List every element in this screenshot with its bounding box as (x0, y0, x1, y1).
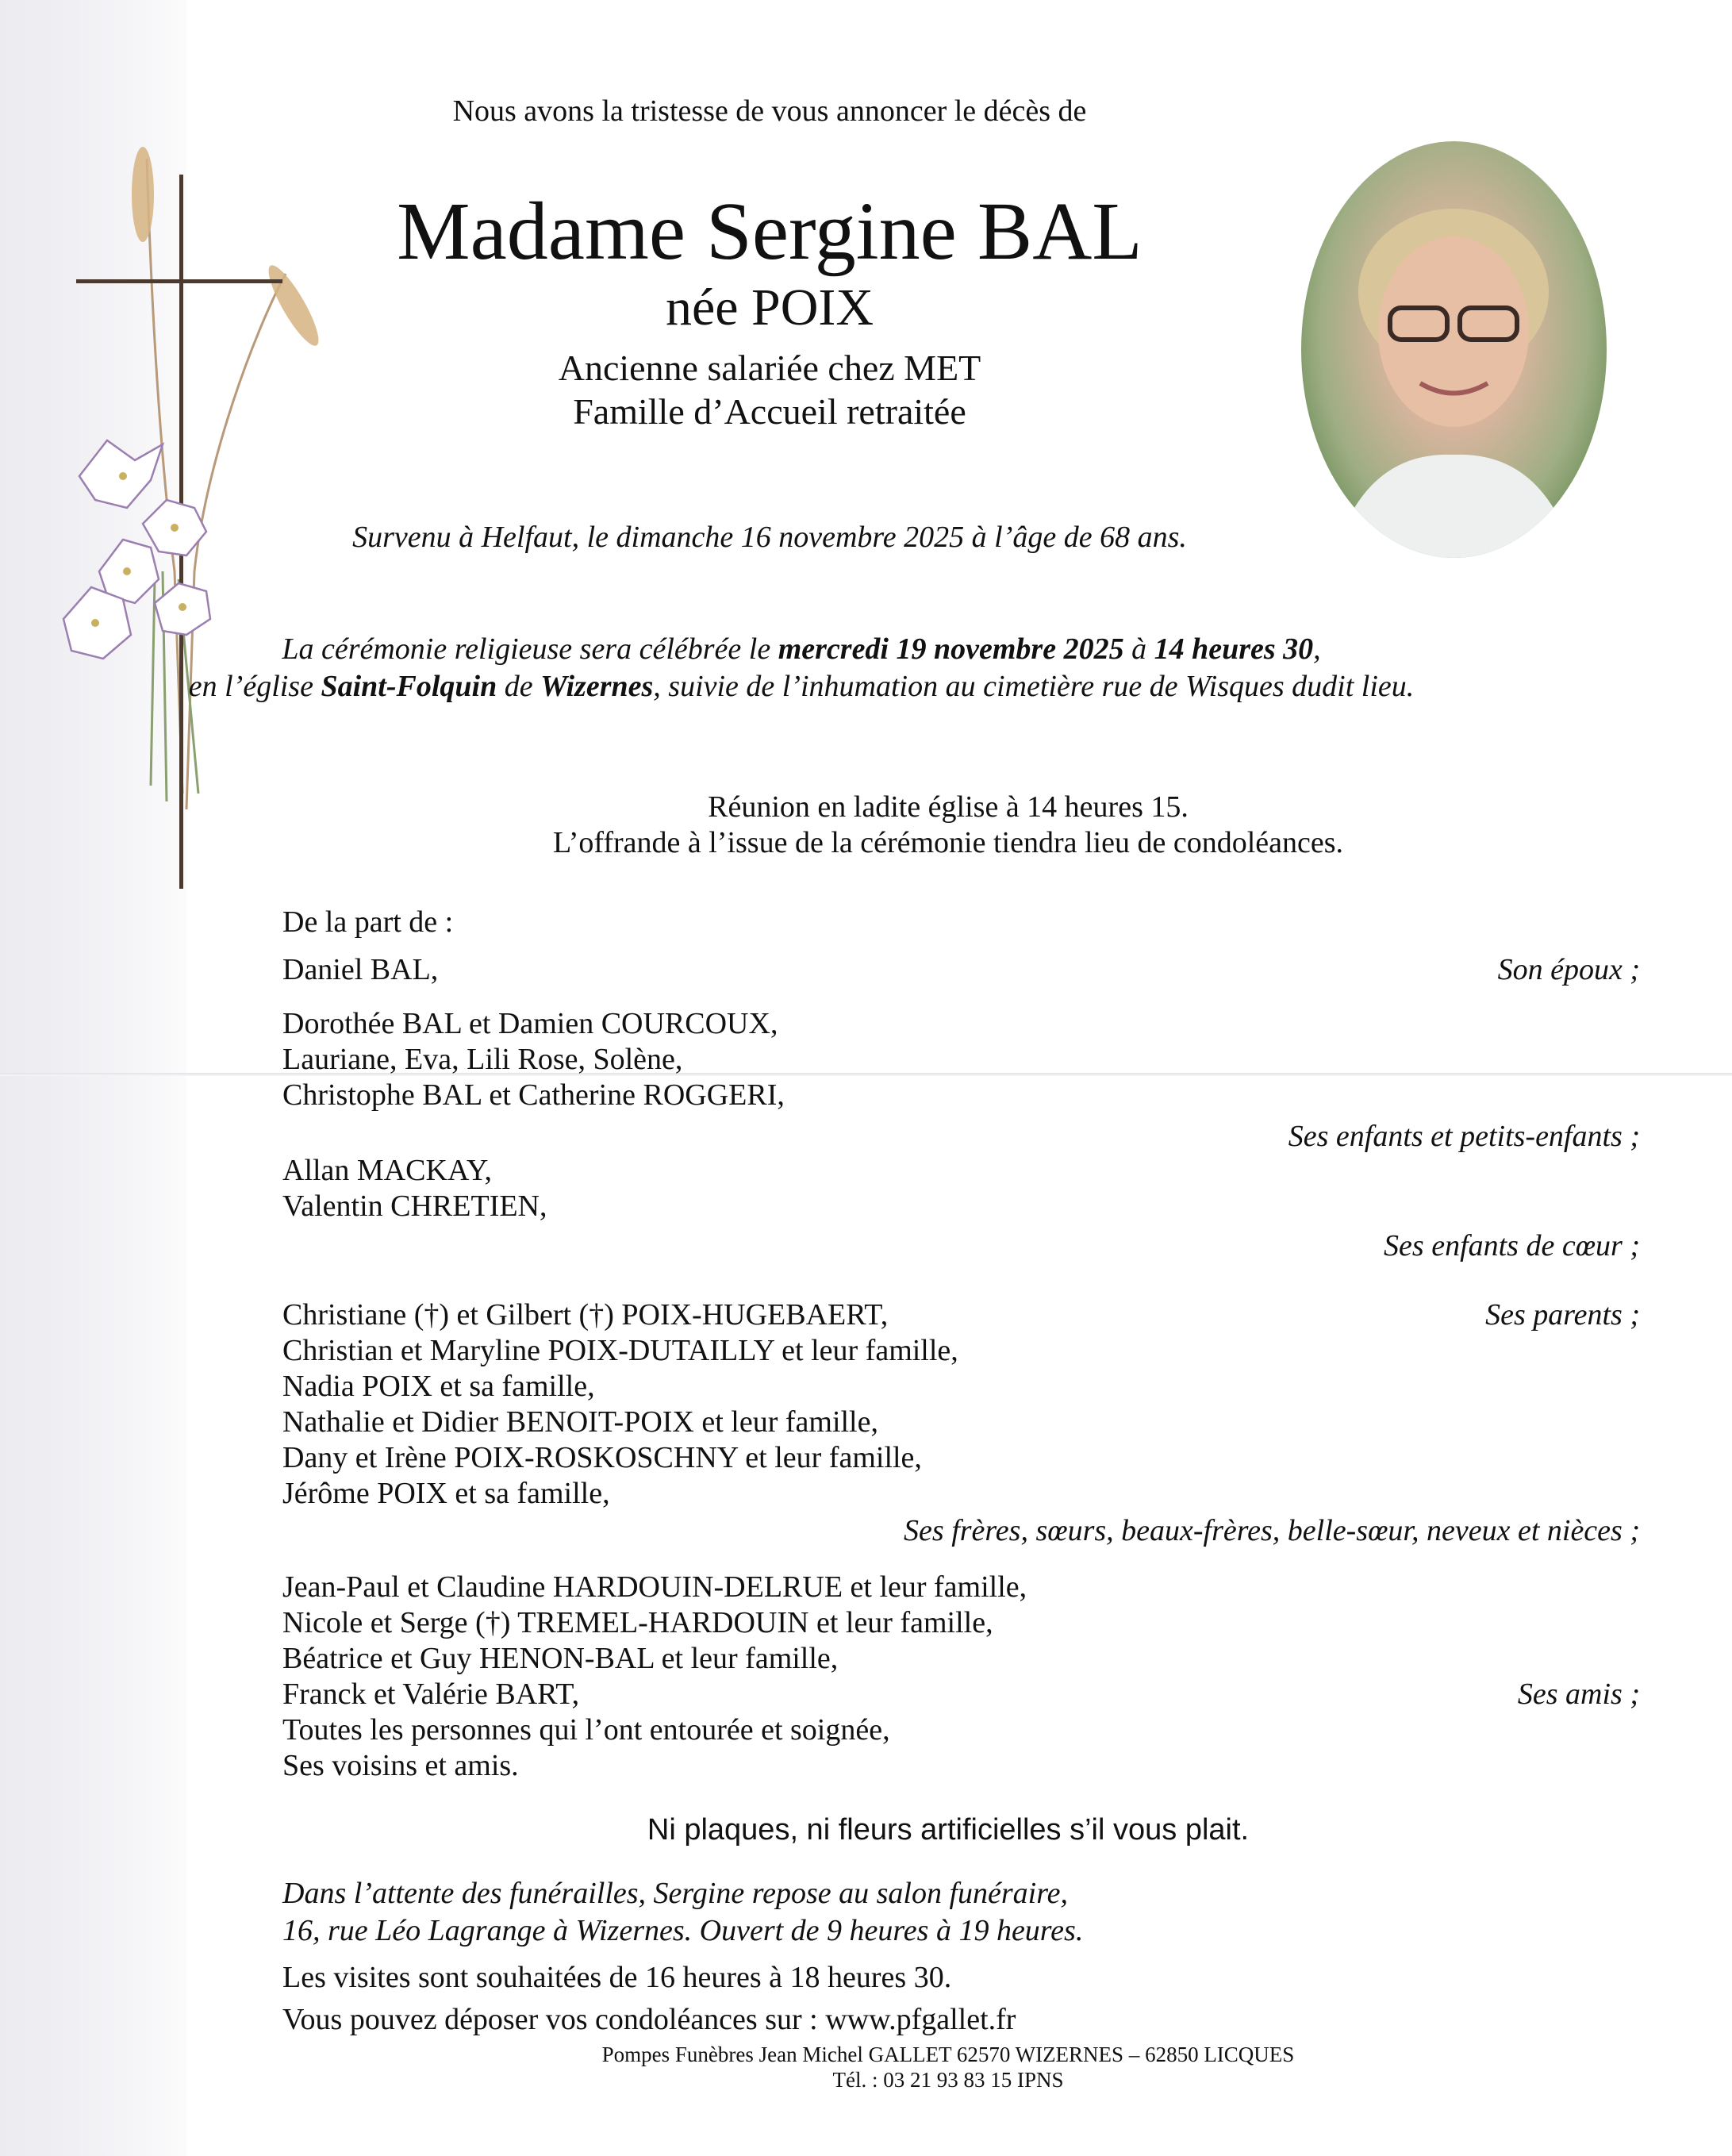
death-notice: Survenu à Helfaut, le dimanche 16 novembre 2025 à l’âge de 68 ans. (352, 521, 1187, 554)
reunion-line-1: Réunion en ladite église à 14 heures 15. (708, 790, 1189, 824)
reunion-info (0, 790, 1732, 861)
list-item: Allan MACKAY, (282, 1154, 492, 1187)
salon-line-1: Dans l’attente des funérailles, Sergine repose au salon funéraire, (282, 1877, 1068, 1910)
ceremony-info (0, 631, 1603, 705)
salon-info (282, 1875, 1083, 1950)
footer-line-2: Tél. : 03 21 93 83 15 IPNS (832, 2068, 1064, 2092)
parents-name: Christiane (†) et Gilbert (†) POIX-HUGEBAERT, (282, 1298, 889, 1332)
list-item: Franck et Valérie BART, (282, 1678, 580, 1711)
ceremony-town: Wizernes (540, 670, 654, 703)
list-item: Valentin CHRETIEN, (282, 1189, 547, 1223)
list-item: Dany et Irène POIX-ROSKOSCHNY et leur famille, (282, 1441, 922, 1474)
ceremony-line-1 (0, 631, 1603, 668)
birth-name: née POIX (665, 279, 874, 336)
ceremony-line-2 (0, 668, 1603, 705)
list-item: Christian et Maryline POIX-DUTAILLY et leur famille, (282, 1334, 958, 1367)
list-item: Béatrice et Guy HENON-BAL et leur famille, (282, 1642, 839, 1675)
list-item: Nathalie et Didier BENOIT-POIX et leur famille, (282, 1405, 878, 1439)
friends-role: Ses amis ; (1517, 1678, 1640, 1711)
ceremony-text: La cérémonie religieuse sera célébrée le (282, 632, 778, 666)
siblings-role: Ses frères, sœurs, beaux-frères, belle-sœur, neveux et nièces ; (904, 1514, 1640, 1547)
occupation (0, 346, 1539, 433)
ceremony-text: à (1123, 632, 1154, 666)
ceremony-text: , suivie de l’inhumation au cimetière rue de Wisques dudit lieu. (653, 670, 1415, 703)
heart-children-list (282, 1153, 547, 1224)
siblings-list (282, 1333, 958, 1512)
list-item: Lauriane, Eva, Lili Rose, Solène, (282, 1043, 683, 1076)
occupation-line-2: Famille d’Accueil retraitée (573, 391, 966, 432)
children-role: Ses enfants et petits-enfants ; (1288, 1120, 1640, 1153)
intro-text: Nous avons la tristesse de vous annoncer le décès de (452, 94, 1087, 128)
list-item: Ses voisins et amis. (282, 1749, 519, 1782)
spouse-role: Son époux ; (1497, 953, 1640, 986)
condolences-info: Vous pouvez déposer vos condoléances sur : www.pfgallet.fr (282, 2003, 1016, 2036)
children-list (282, 1006, 785, 1113)
family-intro: De la part de : (282, 905, 454, 939)
parents-role: Ses parents ; (1485, 1298, 1640, 1332)
list-item: Jean-Paul et Claudine HARDOUIN-DELRUE et leur famille, (282, 1570, 1027, 1604)
paper-fold-line (0, 1073, 1732, 1076)
deceased-name: Madame Sergine BAL (397, 186, 1143, 277)
reunion-line-2: L’offrande à l’issue de la cérémonie tiendra lieu de condoléances. (552, 826, 1343, 859)
ceremony-text: , (1313, 632, 1321, 666)
list-item: Nicole et Serge (†) TREMEL-HARDOUIN et leur famille, (282, 1606, 993, 1639)
list-item: Toutes les personnes qui l’ont entourée et soignée, (282, 1713, 890, 1747)
ceremony-date: mercredi 19 novembre 2025 (778, 632, 1124, 666)
heart-children-role: Ses enfants de cœur ; (1384, 1229, 1640, 1262)
ceremony-time: 14 heures 30 (1154, 632, 1314, 666)
footer-line-1: Pompes Funèbres Jean Michel GALLET 62570 WIZERNES – 62850 LICQUES (601, 2043, 1295, 2066)
list-item: Jérôme POIX et sa famille, (282, 1477, 610, 1510)
list-item: Dorothée BAL et Damien COURCOUX, (282, 1007, 778, 1040)
spouse-name: Daniel BAL, (282, 953, 439, 986)
ceremony-text: en l’église (188, 670, 321, 703)
visits-info: Les visites sont souhaitées de 16 heures à 18 heures 30. (282, 1961, 952, 1994)
list-item: Nadia POIX et sa famille, (282, 1370, 595, 1403)
occupation-line-1: Ancienne salariée chez MET (558, 348, 981, 388)
salon-line-2: 16, rue Léo Lagrange à Wizernes. Ouvert de 9 heures à 19 heures. (282, 1914, 1084, 1947)
ceremony-text: de (497, 670, 541, 703)
list-item: Christophe BAL et Catherine ROGGERI, (282, 1078, 785, 1112)
footer (0, 2042, 1732, 2093)
no-flowers-notice: Ni plaques, ni fleurs artificielles s’il vous plait. (647, 1813, 1250, 1847)
ceremony-church: Saint-Folquin (321, 670, 497, 703)
friends-list (282, 1570, 1027, 1784)
